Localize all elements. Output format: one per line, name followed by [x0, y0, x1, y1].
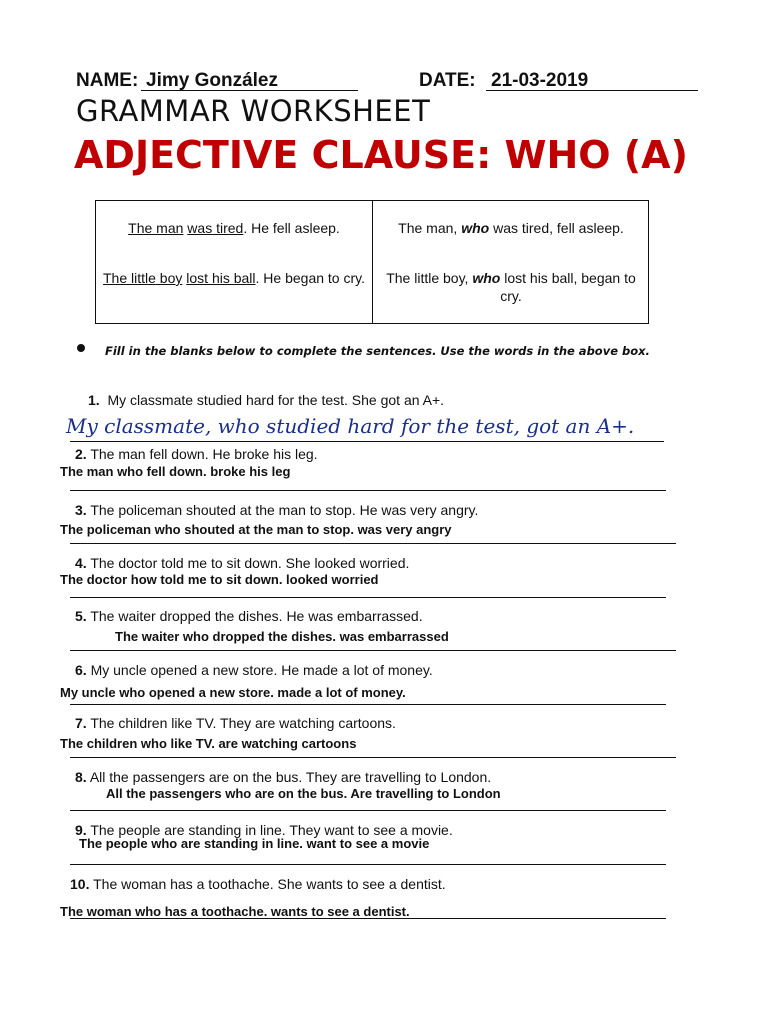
answer-line-9 — [70, 864, 666, 865]
bullet-icon — [77, 344, 85, 352]
answer-7[interactable]: The children who like TV. are watching cartoons — [60, 736, 357, 751]
instruction-text: Fill in the blanks below to complete the sentences. Use the words in the above box. — [105, 344, 650, 358]
answer-line-1 — [70, 441, 664, 442]
example-left-2: The little boy lost his ball. He began to cry. — [103, 270, 365, 286]
answer-line-8 — [70, 810, 666, 811]
date-label: DATE: — [419, 70, 476, 91]
question-8: 8. All the passengers are on the bus. They are travelling to London. — [75, 769, 492, 785]
answer-3[interactable]: The policeman who shouted at the man to stop. was very angry — [60, 522, 452, 537]
answer-5[interactable]: The waiter who dropped the dishes. was embarrassed — [115, 629, 449, 644]
question-2: 2. The man fell down. He broke his leg. — [75, 446, 318, 462]
question-4: 4. The doctor told me to sit down. She looked worried. — [75, 555, 410, 571]
date-underline — [486, 90, 698, 91]
worksheet-title: GRAMMAR WORKSHEET — [76, 94, 431, 128]
answer-line-4 — [70, 597, 666, 598]
answer-8[interactable]: All the passengers who are on the bus. Are travelling to London — [106, 786, 501, 801]
question-1: 1. My classmate studied hard for the test. She got an A+. — [88, 392, 445, 408]
answer-line-3 — [70, 543, 676, 544]
answer-line-6 — [70, 704, 666, 705]
example-right-2: The little boy, who lost his ball, began to cry. — [386, 270, 636, 304]
answer-10[interactable]: The woman who has a toothache. wants to see a dentist. — [60, 904, 410, 919]
worksheet-subtitle: ADJECTIVE CLAUSE: WHO (A) — [74, 133, 688, 177]
answer-line-10 — [70, 918, 666, 919]
question-10: 10. The woman has a toothache. She wants to see a dentist. — [70, 876, 446, 892]
example-left-1: The man was tired. He fell asleep. — [128, 220, 340, 236]
answer-line-2 — [70, 490, 666, 491]
answer-2[interactable]: The man who fell down. broke his leg — [60, 464, 291, 479]
example-box — [95, 200, 649, 324]
name-underline — [141, 90, 358, 91]
name-label: NAME: — [76, 70, 139, 91]
question-7: 7. The children like TV. They are watching cartoons. — [75, 715, 396, 731]
question-9: 9. The people are standing in line. They want to see a movie. — [75, 822, 453, 838]
answer-line-5 — [70, 650, 676, 651]
answer-6[interactable]: My uncle who opened a new store. made a lot of money. — [60, 685, 406, 700]
question-5: 5. The waiter dropped the dishes. He was embarrassed. — [75, 608, 423, 624]
question-3: 3. The policeman shouted at the man to stop. He was very angry. — [75, 502, 479, 518]
question-6: 6. My uncle opened a new store. He made a lot of money. — [75, 662, 433, 678]
answer-4[interactable]: The doctor how told me to sit down. looked worried — [60, 572, 379, 587]
name-value: Jimy González — [146, 70, 278, 91]
answer-line-7 — [70, 757, 676, 758]
example-divider — [372, 201, 373, 323]
answer-9[interactable]: The people who are standing in line. want to see a movie — [79, 836, 430, 851]
date-value: 21-03-2019 — [491, 70, 589, 91]
answer-1[interactable]: My classmate, who studied hard for the test, got an A+. — [66, 414, 635, 438]
example-right-1: The man, who was tired, fell asleep. — [398, 220, 624, 236]
